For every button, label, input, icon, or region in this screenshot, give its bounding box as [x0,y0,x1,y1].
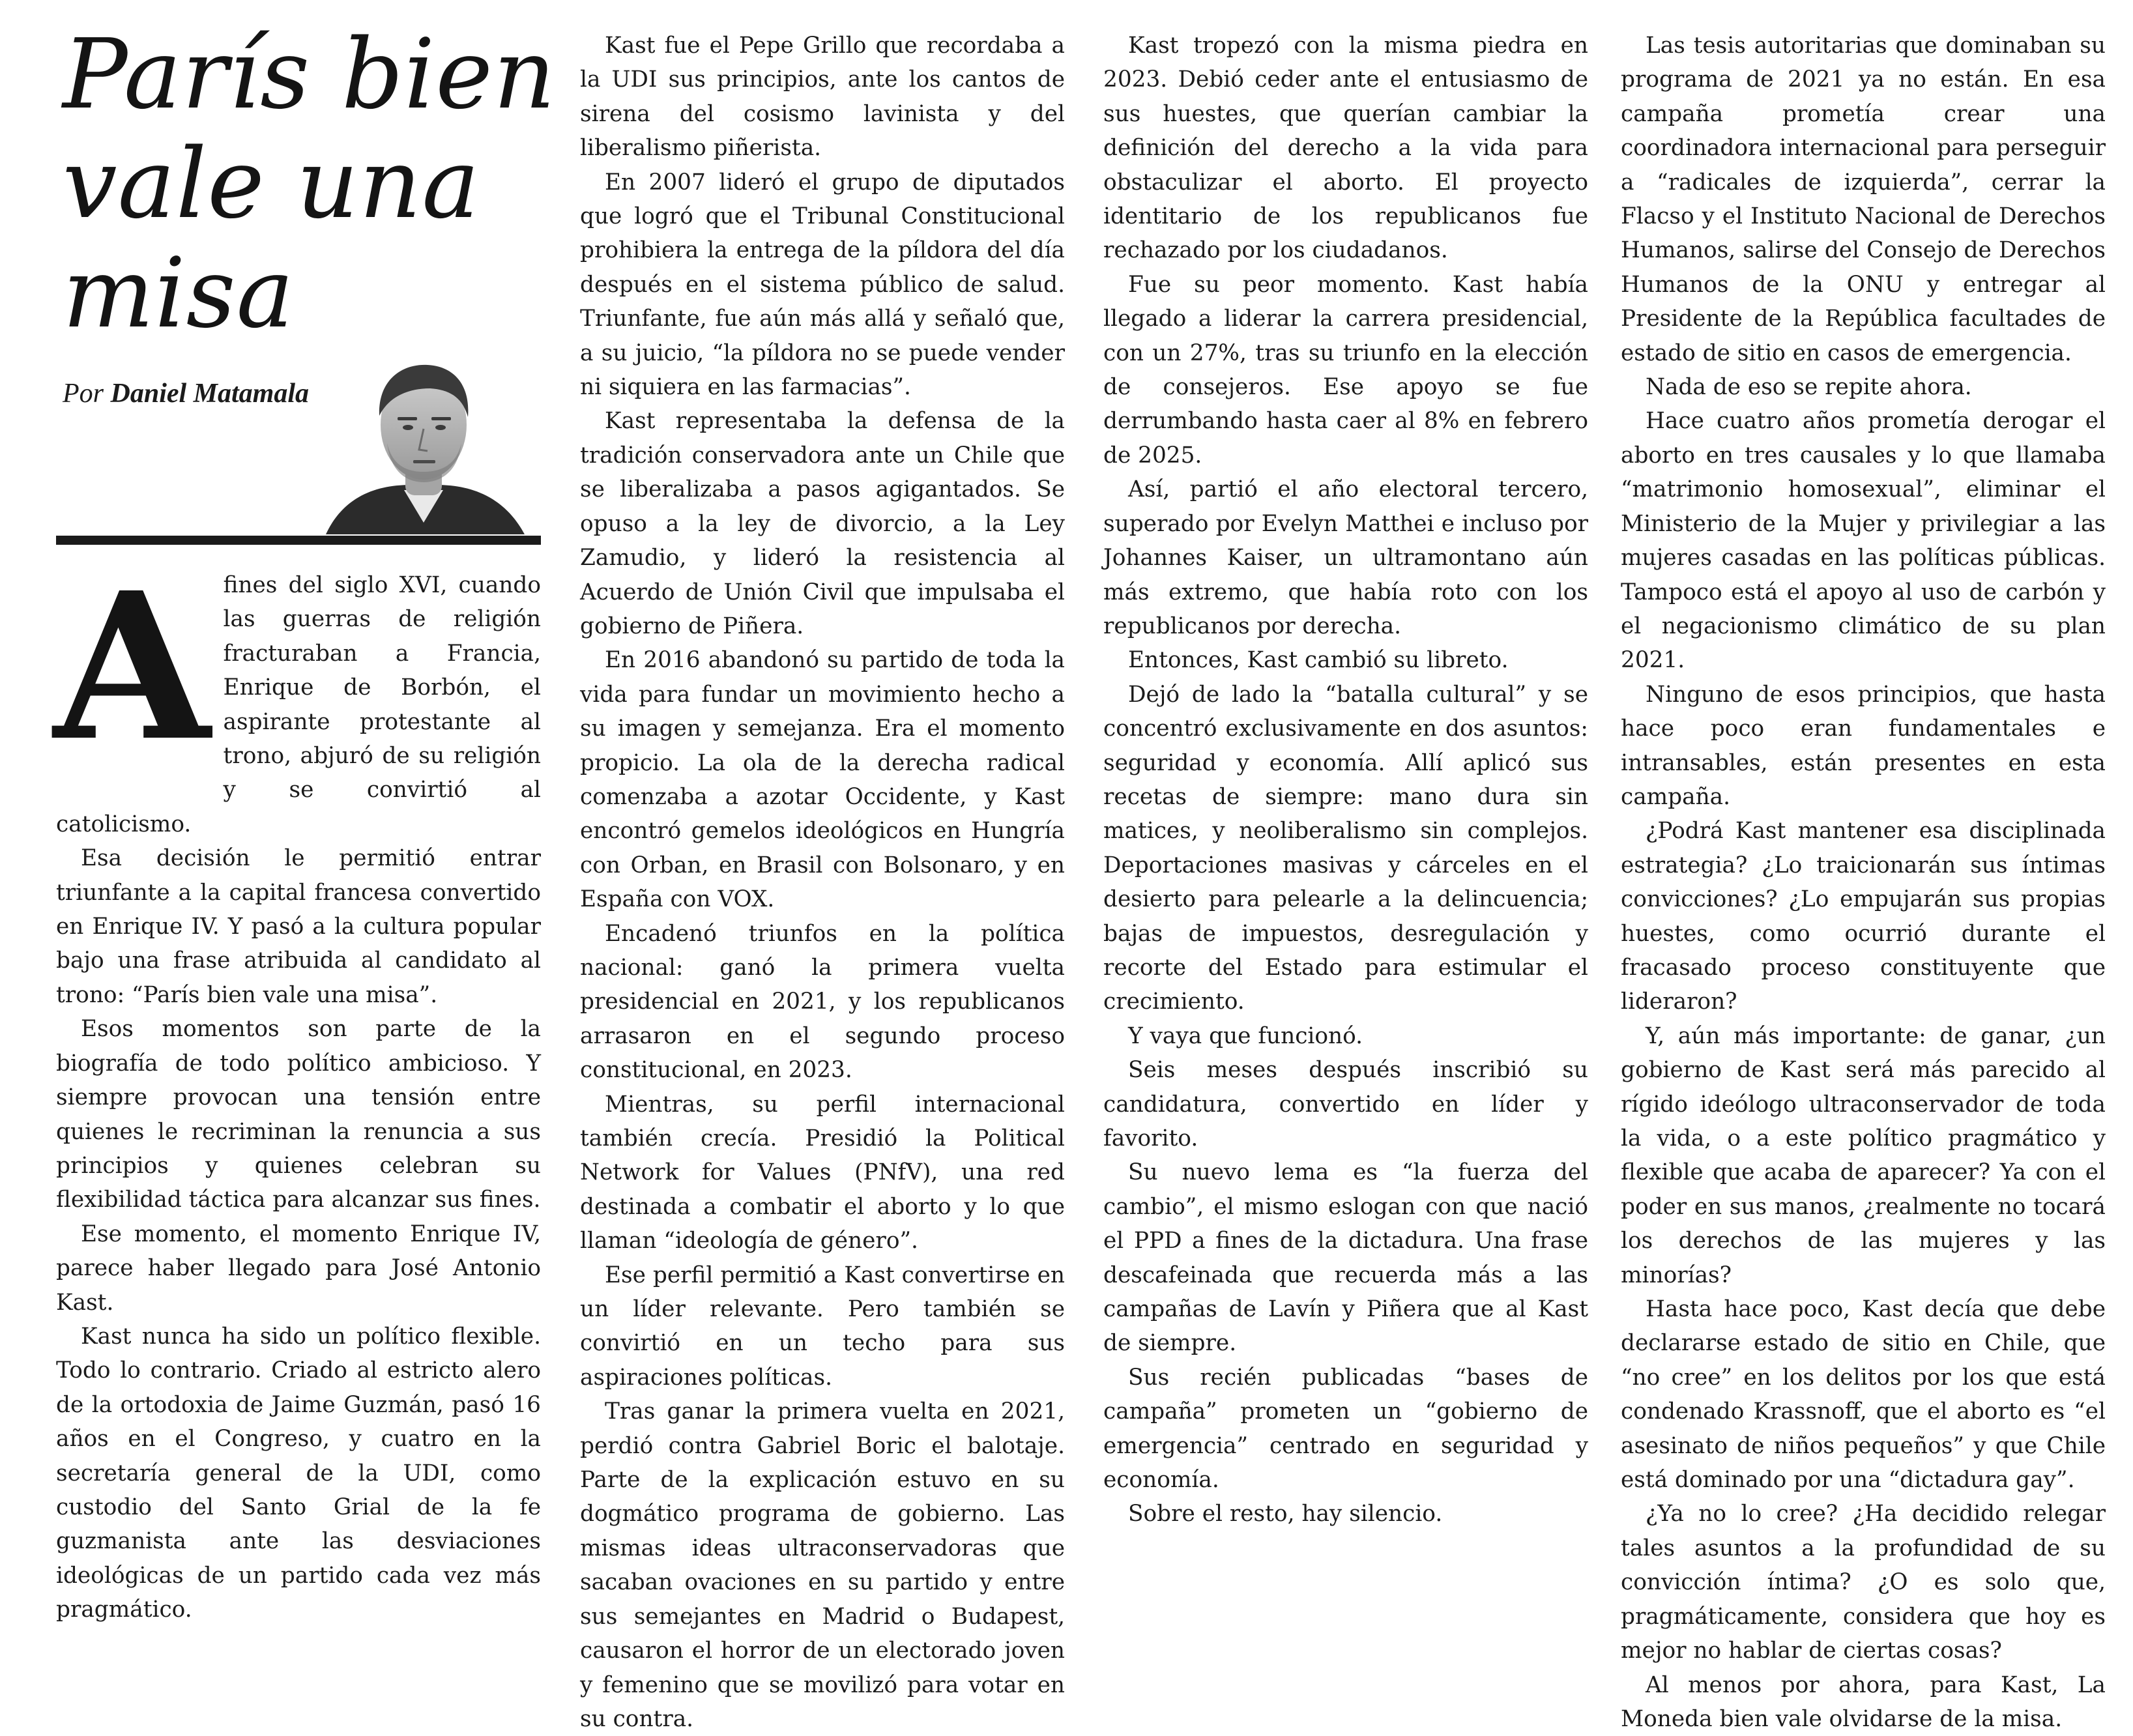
paragraph: Sobre el resto, hay silencio. [1103,1497,1588,1531]
paragraph: Kast fue el Pepe Grillo que recordaba a la UDI sus principios, ante los cantos de sirena del cosismo lavinista y del liberalismo piñerista. [580,29,1065,166]
paragraph: Ese momento, el momento Enrique IV, parece haber llegado para José Antonio Kast. [56,1217,541,1320]
paragraph: Mientras, su perfil internacional también crecía. Presidió la Political Network for Values (PNfV), una red destinada a combatir el aborto y lo que llaman “ideología de género”. [580,1088,1065,1258]
paragraph: En 2007 lideró el grupo de diputados que logró que el Tribunal Constitucional prohibiera la entrega de la píldora del día después en el sistema público de salud. Triunfante, fue aún más allá y señaló que, a su juicio, “la píldora no se puede vender ni siquiera en las farmacias”. [580,166,1065,405]
paragraph: Esa decisión le permitió entrar triunfante a la capital francesa convertido en Enrique IV. Y pasó a la cultura popular bajo una frase atribuida al candidato al trono: “París bien vale una misa”. [56,841,541,1012]
paragraph: Encadenó triunfos en la política nacional: ganó la primera vuelta presidencial en 2021, y los republicanos arrasaron en el segundo proceso constitucional, en 2023. [580,917,1065,1088]
paragraph: Y, aún más importante: de ganar, ¿un gobierno de Kast será más parecido al rígido ideólogo ultraconservador de toda la vida, o a este político pragmático y flexible que acaba de aparecer? Ya con el poder en sus manos, ¿realmente no tocará los derechos de las mujeres y las minorías? [1621,1019,2106,1292]
paragraph: Hace cuatro años prometía derogar el aborto en tres causales y lo que llamaba “matrimonio homosexual”, eliminar el Ministerio de la Mujer y privilegiar a las mujeres casadas en las políticas públicas. Tampoco está el apoyo al uso de carbón y el negacionismo climático de su plan 2021. [1621,404,2106,677]
paragraph: Seis meses después inscribió su candidatura, convertido en líder y favorito. [1103,1053,1588,1155]
paragraph: Kast nunca ha sido un político flexible. Todo lo contrario. Criado al estricto alero de la ortodoxia de Jaime Guzmán, pasó 16 años en el Congreso, y cuatro en la secretaría general de la UDI, como custodio del Santo Grial de la fe guzmanista ante las desviaciones ideológicas de un partido cada vez más pragmático. [56,1320,541,1627]
paragraph: Fue su peor momento. Kast había llegado a liderar la carrera presidencial, con un 27%, tras su triunfo en la elección de consejeros. Ese apoyo se fue derrumbando hasta caer al 8% en febrero de 2025. [1103,268,1588,472]
paragraph: Entonces, Kast cambió su libreto. [1103,643,1588,677]
paragraph: Ese perfil permitió a Kast convertirse en un líder relevante. Pero también se convirtió en un techo para sus aspiraciones políticas. [580,1258,1065,1395]
lead-paragraph: Afines del siglo XVI, cuando las guerras de religión fracturaban a Francia, Enrique de Borbón, el aspirante protestante al trono, abjuró de su religión y se convirtió al catolicismo. [56,568,541,841]
byline [63,378,309,409]
column-3 [1103,29,1588,1531]
drop-cap: A [53,570,210,777]
paragraph: ¿Podrá Kast mantener esa disciplinada estrategia? ¿Lo traicionarán sus íntimas convicciones? ¿Lo empujarán sus propias huestes, como ocurrió durante el fracasado proceso constituyente que lideraron? [1621,814,2106,1019]
paragraph: Nada de eso se repite ahora. [1621,370,2106,404]
paragraph: Sus recién publicadas “bases de campaña” prometen un “gobierno de emergencia” centrado en seguridad y economía. [1103,1361,1588,1497]
paragraph: Así, partió el año electoral tercero, superado por Evelyn Matthei e incluso por Johannes Kaiser, un ultramontano aún más extremo, que había roto con los republicanos por derecha. [1103,472,1588,643]
paragraph: Y vaya que funcionó. [1103,1019,1588,1053]
paragraph: Kast tropezó con la misma piedra en 2023. Debió ceder ante el entusiasmo de sus huestes, que querían cambiar la definición del derecho a la vida para obstaculizar el aborto. El proyecto identitario de los republicanos fue rechazado por los ciudadanos. [1103,29,1588,268]
paragraph: Su nuevo lema es “la fuerza del cambio”, el mismo eslogan con que nació el PPD a fines de la dictadura. Una frase descafeinada que recuerda más a las campañas de Lavín y Piñera que al Kast de siempre. [1103,1155,1588,1360]
paragraph: ¿Ya no lo cree? ¿Ha decidido relegar tales asuntos a la profundidad de su convicción íntima? ¿O es solo que, pragmáticamente, considera que hoy es mejor no hablar de ciertas cosas? [1621,1497,2106,1668]
column-2 [580,29,1065,1736]
column-4 [1621,29,2106,1736]
byline-author: Daniel Matamala [111,379,310,409]
paragraph: Las tesis autoritarias que dominaban su programa de 2021 ya no están. En esa campaña prometía crear una coordinadora internacional para perseguir a “radicales de izquierda”, cerrar la Flacso y el Instituto Nacional de Derechos Humanos, salirse del Consejo de Derechos Humanos de la ONU y entregar al Presidente de la República facultades de estado de sitio en casos de emergencia. [1621,29,2106,370]
paragraph: Esos momentos son parte de la biografía de todo político ambicioso. Y siempre provocan una tensión entre quienes le recriminan la renuncia a sus principios y quienes celebran su flexibilidad táctica para alcanzar sus fines. [56,1012,541,1217]
paragraph: Tras ganar la primera vuelta en 2021, perdió contra Gabriel Boric el balotaje. Parte de la explicación estuvo en su dogmático programa de gobierno. Las mismas ideas ultraconservadoras que sacaban ovaciones en su partido y entre sus semejantes en Madrid o Budapest, causaron el horror de un electorado joven y femenino que se movilizó para votar en su contra. [580,1395,1065,1736]
paragraph: Dejó de lado la “batalla cultural” y se concentró exclusivamente en dos asuntos: seguridad y economía. Allí aplicó sus recetas de siempre: mano dura sin matices, y neoliberalismo sin complejos. Deportaciones masivas y cárceles en el desierto para pelearle a la delincuencia; bajas de impuestos, desregulación y recorte del Estado para estimular el crecimiento. [1103,678,1588,1019]
headline: París bien vale una misa [63,20,558,348]
paragraph: Al menos por ahora, para Kast, La Moneda bien vale olvidarse de la misa. [1621,1668,2106,1736]
paragraph: Kast representaba la defensa de la tradición conservadora ante un Chile que se liberalizaba a pasos agigantados. Se opuso a la ley de divorcio, a la Ley Zamudio, y lideró la resistencia al Acuerdo de Unión Civil que impulsaba el gobierno de Piñera. [580,404,1065,643]
header-rule [56,536,541,545]
paragraph: Ninguno de esos principios, que hasta hace poco eran fundamentales e intransables, están presentes en esta campaña. [1621,678,2106,815]
author-portrait [306,352,541,534]
paragraph: En 2016 abandonó su partido de toda la vida para fundar un movimiento hecho a su imagen y semejanza. Era el momento propicio. La ola de la derecha radical comenzaba a azotar Occidente, y Kast encontró gemelos ideológicos en Hungría con Orban, en Brasil con Bolsonaro, y en España con VOX. [580,643,1065,916]
paragraph: Hasta hace poco, Kast decía que debe declararse estado de sitio en Chile, que “no cree” en los delitos por los que está condenado Krassnoff, que el aborto es “el asesinato de niños pequeños” y que Chile está dominado por una “dictadura gay”. [1621,1292,2106,1497]
byline-prefix: Por [63,379,104,409]
column-1 [56,568,541,1627]
